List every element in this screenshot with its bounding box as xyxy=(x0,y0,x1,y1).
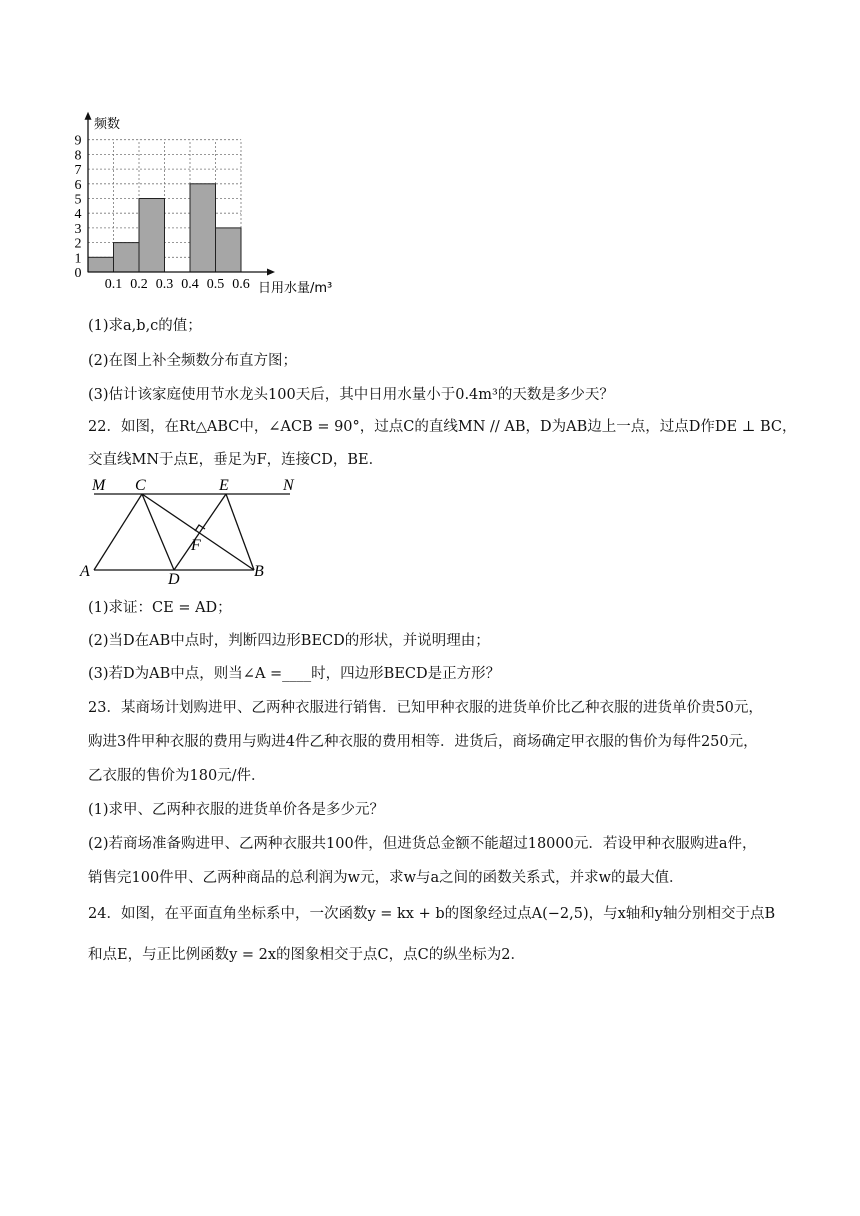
histogram-bar xyxy=(190,184,216,272)
x-axis-label: 日用水量/m³ xyxy=(258,281,333,296)
q22-part1: (1)求证：CE = AD； xyxy=(88,600,232,616)
label-M: M xyxy=(92,477,106,494)
y-tick-label: 9 xyxy=(74,133,82,149)
label-F: F xyxy=(191,537,201,554)
x-tick-label: 0.2 xyxy=(130,277,148,292)
label-E: E xyxy=(219,477,229,494)
y-tick-label: 0 xyxy=(74,266,82,281)
q23-part2-line2: 销售完100件甲、乙两种商品的总利润为w元，求w与a之间的函数关系式，并求w的最大值． xyxy=(88,870,684,886)
histogram-bar xyxy=(139,199,165,273)
label-C: C xyxy=(135,477,146,494)
q23-part2-line1: (2)若商场准备购进甲、乙两种衣服共100件，但进货总金额不能超过18000元．若设甲种衣服购进a件， xyxy=(88,836,757,852)
y-axis-label: 频数 xyxy=(94,117,121,132)
y-tick-label: 2 xyxy=(74,236,82,252)
x-axis-arrow xyxy=(267,269,275,276)
y-tick-label: 3 xyxy=(74,221,82,237)
histogram-bar xyxy=(88,257,114,272)
y-tick-label: 4 xyxy=(74,207,82,223)
histogram-bar xyxy=(114,243,140,272)
q23-stem-line1: 23．某商场计划购进甲、乙两种衣服进行销售．已知甲种衣服的进货单价比乙种衣服的进货单价贵50元， xyxy=(88,700,763,716)
q22-part3: (3)若D为AB中点，则当∠A =____时，四边形BECD是正方形？ xyxy=(88,666,501,682)
label-N: N xyxy=(283,477,294,494)
q21-part1: (1)求a,b,c的值； xyxy=(88,318,202,334)
histogram-bars xyxy=(88,184,241,272)
q23-stem-line3: 乙衣服的售价为180元/件． xyxy=(88,768,266,784)
y-tick-label: 7 xyxy=(74,163,82,179)
histogram-x-ticks xyxy=(105,277,250,292)
x-tick-label: 0.6 xyxy=(232,277,250,292)
q23-stem-line2: 购进3件甲种衣服的费用与购进4件乙种衣服的费用相等．进货后，商场确定甲衣服的售价为每件250元， xyxy=(88,734,758,750)
y-tick-label: 5 xyxy=(74,192,82,208)
y-tick-label: 1 xyxy=(74,251,82,267)
q24-stem-line1: 24．如图，在平面直角坐标系中，一次函数y = kx + b的图象经过点A(−2,5)，与x轴和y轴分别相交于点B xyxy=(88,906,776,922)
q21-part3: (3)估计该家庭使用节水龙头100天后，其中日用水量小于0.4m³的天数是多少天？ xyxy=(88,387,614,403)
frequency-histogram xyxy=(60,105,360,305)
x-tick-label: 0.4 xyxy=(181,277,199,292)
q23-part1: (1)求甲、乙两种衣服的进货单价各是多少元？ xyxy=(88,802,385,818)
segment-de xyxy=(174,494,226,570)
segment-cb xyxy=(142,494,254,570)
x-tick-label: 0.5 xyxy=(206,277,225,292)
y-axis-arrow xyxy=(85,112,92,120)
segment-ca xyxy=(94,494,142,570)
label-B: B xyxy=(254,563,264,580)
q24-stem-line2: 和点E，与正比例函数y = 2x的图象相交于点C，点C的纵坐标为2． xyxy=(88,947,525,963)
label-A: A xyxy=(80,563,90,580)
histogram-y-ticks xyxy=(75,134,82,281)
q22-part2: (2)当D在AB中点时，判断四边形BECD的形状，并说明理由； xyxy=(88,633,490,649)
x-tick-label: 0.3 xyxy=(155,277,174,292)
y-tick-label: 6 xyxy=(74,177,82,193)
histogram-bar xyxy=(216,228,242,272)
geometry-figure xyxy=(78,474,308,586)
q22-stem-line2: 交直线MN于点E，垂足为F，连接CD，BE． xyxy=(88,452,384,468)
q21-part2: (2)在图上补全频数分布直方图； xyxy=(88,353,298,369)
q22-stem-line1: 22．如图，在Rt△ABC中，∠ACB = 90°，过点C的直线MN // AB，D为AB边上一点，过点D作DE ⊥ BC， xyxy=(88,419,797,435)
x-tick-label: 0.1 xyxy=(104,277,123,292)
segment-eb xyxy=(226,494,254,570)
label-D: D xyxy=(168,571,180,586)
y-tick-label: 8 xyxy=(74,148,82,164)
